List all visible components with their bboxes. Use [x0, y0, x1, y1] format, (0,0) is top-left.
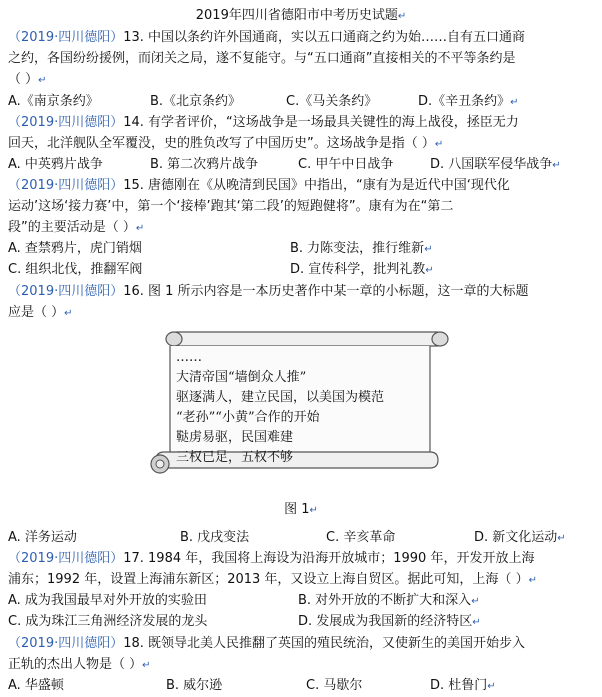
q15-option-d: D. 宣传科学，批判礼教↵	[290, 262, 434, 277]
q16-line-1: （2019·四川德阳）16. 图 1 所示内容是一本历史著作中某一章的小标题，这一章的大标题	[8, 284, 529, 299]
q16-option-a: A. 洋务运动	[8, 530, 77, 545]
q14-option-d: D. 八国联军侵华战争↵	[430, 157, 561, 172]
q14-option-a: A. 中英鸦片战争	[8, 157, 103, 172]
q18-option-a: A. 华盛顿	[8, 678, 64, 693]
q17-option-a: A. 成为我国最早对外开放的实验田	[8, 593, 207, 608]
q13-line-3: （ ）↵	[8, 72, 47, 87]
q13-option-b: B.《北京条约》	[150, 94, 242, 109]
q15-option-b: B. 力陈变法，推行维新↵	[290, 241, 433, 256]
q18-line-2: 正轨的杰出人物是（ ）↵	[8, 657, 151, 672]
page-title: 2019年四川省德阳市中考历史试题↵	[195, 8, 407, 23]
q13-line-2: 之约，各国纷纷援例，而闭关之局，遂不复能守。与“五口通商”直接相关的不平等条约是	[8, 51, 516, 66]
q15-option-a: A. 查禁鸦片，虎门销烟	[8, 241, 142, 256]
q13-option-a: A.《南京条约》	[8, 94, 99, 109]
q17-option-c: C. 成为珠江三角洲经济发展的龙头	[8, 614, 208, 629]
q18-option-d: D. 杜鲁门↵	[430, 678, 496, 693]
q18-option-b: B. 威尔逊	[166, 678, 223, 693]
figure-caption: 图 1↵	[284, 502, 318, 517]
q14-line-1: （2019·四川德阳）14. 有学者评价，“这场战争是一场最具关键性的海上战役，拯臣无力	[8, 115, 519, 130]
q13-option-d: D.《辛丑条约》↵	[418, 94, 519, 109]
scroll-line: 鞑虏易驱，民国难建	[176, 430, 294, 445]
q17-line-2: 浦东；1992 年，设置上海浦东新区；2013 年，又设立上海自贸区。据此可知，上海（ ）↵	[8, 572, 537, 587]
q18-option-c: C. 马歇尔	[306, 678, 363, 693]
q14-option-b: B. 第二次鸦片战争	[150, 157, 259, 172]
q16-option-d: D. 新文化运动↵	[474, 530, 566, 545]
q17-line-1: （2019·四川德阳）17. 1984 年，我国将上海设为沿海开放城市；1990 年，开发开放上海	[8, 551, 535, 566]
q15-line-3: 段”的主要活动是（ ）↵	[8, 220, 145, 235]
scroll-line: 三权已足，五权不够	[176, 450, 294, 465]
q15-line-1: （2019·四川德阳）15. 唐德刚在《从晚清到民国》中指出，“康有为是近代中国‘现代化	[8, 178, 510, 193]
q18-line-1: （2019·四川德阳）18. 既领导北美人民推翻了英国的殖民统治，又使新生的美国开始步入	[8, 636, 526, 651]
q16-line-2: 应是（ ）↵	[8, 305, 73, 320]
scroll-line: ……	[176, 350, 202, 365]
q17-option-d: D. 发展成为我国新的经济特区↵	[298, 614, 481, 629]
q15-option-c: C. 组织北伐，推翻军阀	[8, 262, 143, 277]
scroll-line: 大清帝国“墙倒众人推”	[176, 370, 307, 385]
source-tag: （2019·四川德阳）	[8, 30, 124, 45]
q14-option-c: C. 甲午中日战争	[298, 157, 394, 172]
scroll-line: 驱逐满人，建立民国，以美国为模范	[176, 390, 385, 405]
q13-line-1: （2019·四川德阳）13. 中国以条约许外国通商，实以五口通商之约为始……自有五口通商	[8, 30, 526, 45]
q15-line-2: 运动’这场‘接力赛’中，第一个‘接棒’跑其‘第二段’的短跑健将”。康有为在“第二	[8, 199, 454, 214]
scroll-line: “老孙”“小黄”合作的开始	[176, 410, 320, 425]
q17-option-b: B. 对外开放的不断扩大和深入↵	[298, 593, 480, 608]
q13-option-c: C.《马关条约》	[286, 94, 378, 109]
q16-option-b: B. 戊戌变法	[180, 530, 250, 545]
q16-option-c: C. 辛亥革命	[326, 530, 396, 545]
q14-line-2: 回天，北洋舰队全军覆没，史的胜负改写了中国历史”。这场战争是指（ ）↵	[8, 136, 444, 151]
